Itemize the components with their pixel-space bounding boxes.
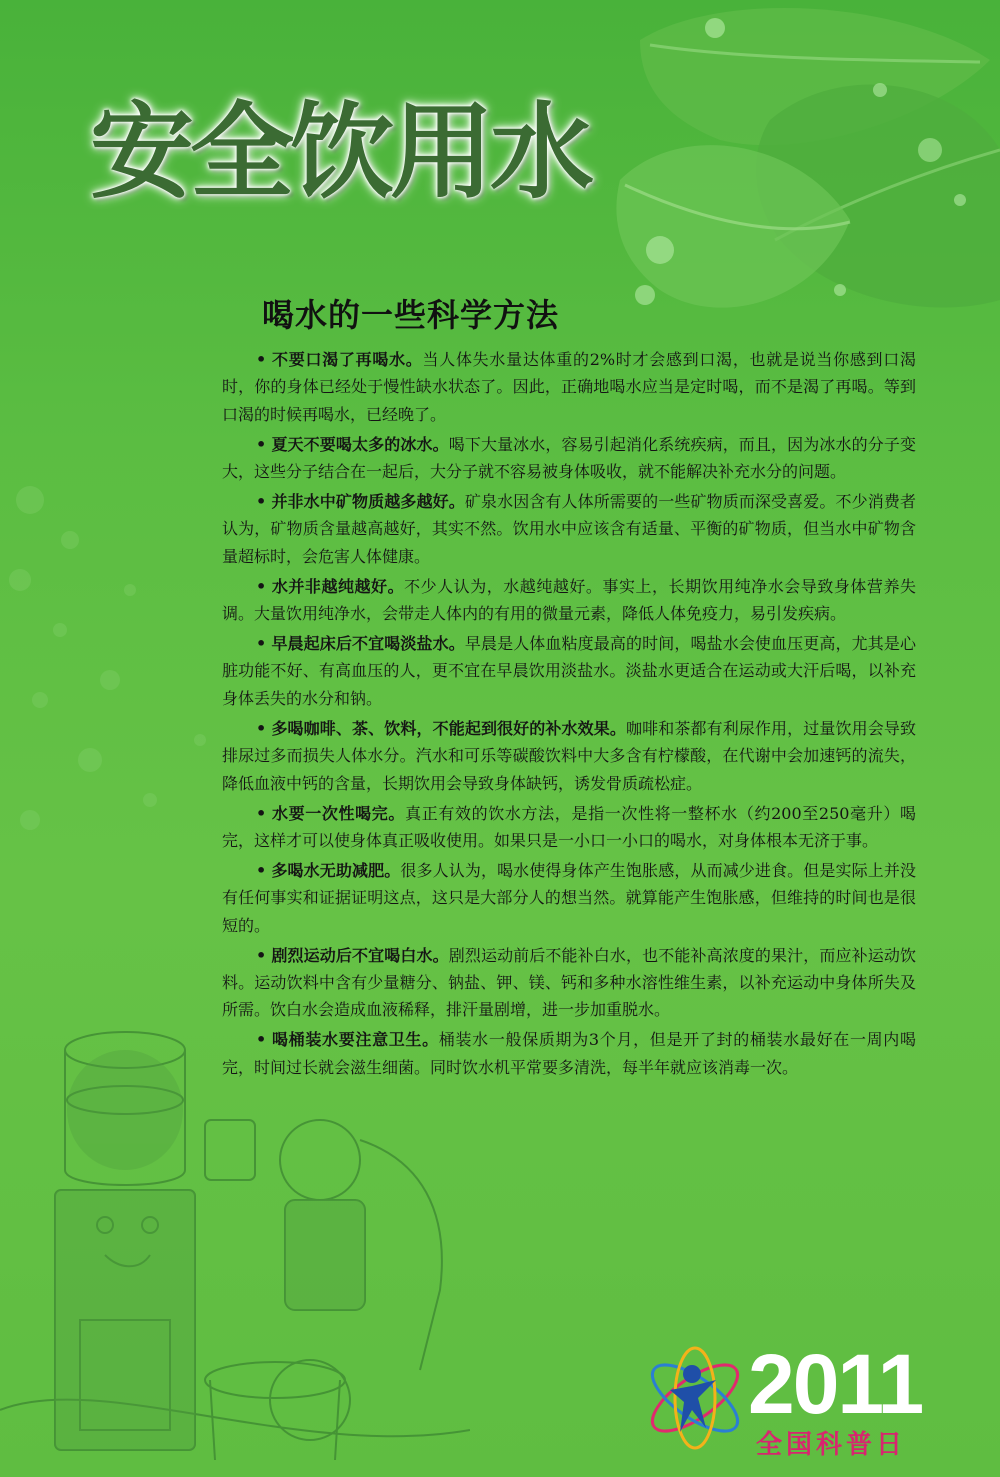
logo-year: 2011: [748, 1337, 923, 1431]
item-heading: 喝桶装水要注意卫生。: [272, 1030, 439, 1050]
article-body: [222, 346, 916, 1084]
item-heading: 水要一次性喝完。: [271, 803, 406, 823]
leaf-illustration: [600, 0, 1000, 360]
item-bullet: •: [256, 945, 267, 965]
item-heading: 水并非越纯越好。: [271, 576, 405, 596]
section-subtitle: 喝水的一些科学方法: [262, 296, 560, 334]
science-day-logo: [640, 1337, 930, 1460]
list-item: [222, 630, 916, 712]
item-text: 不少人认为，水越纯越好。事实上，长期饮用纯净水会导致身体营养失调。大量饮用纯净水，会带走人体内的有用的微量元素，降低人体免疫力，易引发疾病。: [222, 576, 916, 624]
item-bullet: •: [256, 718, 267, 738]
item-bullet: •: [256, 350, 267, 369]
list-item: [222, 1026, 916, 1081]
item-bullet: •: [256, 1030, 267, 1050]
item-heading: 剧烈运动后不宜喝白水。: [271, 945, 449, 965]
list-item: [222, 488, 916, 570]
atom-person-icon: [640, 1340, 750, 1455]
item-heading: 不要口渴了再喝水。: [272, 350, 423, 369]
item-bullet: •: [256, 576, 267, 596]
page-title: 安全饮用水: [90, 91, 591, 213]
item-text: 剧烈运动前后不能补白水，也不能补高浓度的果汁，而应补运动饮料。运动饮料中含有少量糖分、钠盐、钾、镁、钙和多种水溶性维生素，以补充运动中身体所失及所需。饮白水会造成血液稀释，排汗量剧增，进一步加重脱水。: [222, 945, 916, 1020]
item-text: 矿泉水因含有人体所需要的一些矿物质而深受喜爱。不少消费者认为，矿物质含量越高越好，其实不然。饮用水中应该含有适量、平衡的矿物质，但当水中矿物含量超标时，会危害人体健康。: [222, 492, 916, 566]
list-item: [222, 715, 916, 797]
list-item: [222, 346, 916, 428]
item-text: 真正有效的饮水方法，是指一次性将一整杯水（约200至250毫升）喝完，这样才可以使身体真正吸收使用。如果只是一小口一小口的喝水，对身体根本无济于事。: [222, 803, 916, 850]
item-bullet: •: [256, 492, 267, 512]
item-bullet: •: [256, 860, 267, 880]
item-bullet: •: [256, 434, 267, 454]
item-text: 早晨是人体血粘度最高的时间，喝盐水会使血压更高，尤其是心脏功能不好、有高血压的人，更不宜在早晨饮用淡盐水。淡盐水更适合在运动或大汗后喝，以补充身体丢失的水分和钠。: [222, 634, 916, 708]
item-text: 很多人认为，喝水使得身体产生饱胀感，从而减少进食。但是实际上并没有任何事实和证据证明这点，这只是大部分人的想当然。就算能产生饱胀感，但维持的时间也是很短的。: [222, 860, 916, 935]
item-heading: 多喝咖啡、茶、饮料，不能起到很好的补水效果。: [271, 718, 626, 738]
item-heading: 多喝水无助减肥。: [271, 860, 401, 880]
item-text: 咖啡和茶都有利尿作用，过量饮用会导致排尿过多而损失人体水分。汽水和可乐等碳酸饮料中大多含有柠檬酸，在代谢中会加速钙的流失，降低血液中钙的含量，长期饮用会导致身体缺钙，诱发骨质疏松症。: [222, 718, 916, 793]
item-text: 桶装水一般保质期为3个月，但是开了封的桶装水最好在一周内喝完，时间过长就会滋生细菌。同时饮水机平常要多清洗，每半年就应该消毒一次。: [222, 1030, 916, 1077]
item-heading: 并非水中矿物质越多越好。: [271, 492, 465, 512]
list-item: [222, 431, 916, 486]
item-bullet: •: [256, 803, 267, 823]
list-item: [222, 857, 916, 939]
list-item: [222, 942, 916, 1024]
item-text: 喝下大量冰水，容易引起消化系统疾病，而且，因为冰水的分子变大，这些分子结合在一起后，大分子就不容易被身体吸收，就不能解决补充水分的问题。: [222, 434, 916, 482]
item-heading: 早晨起床后不宜喝淡盐水。: [271, 634, 465, 654]
logo-caption: 全国科普日: [756, 1430, 907, 1460]
list-item: [222, 573, 916, 628]
item-text: 当人体失水量达体重的2%时才会感到口渴，也就是说当你感到口渴时，你的身体已经处于慢性缺水状态了。因此，正确地喝水应当是定时喝，而不是渴了再喝。等到口渴的时候再喝水，已经晚了。: [222, 350, 916, 424]
list-item: [222, 800, 916, 855]
item-bullet: •: [256, 634, 267, 654]
item-heading: 夏天不要喝太多的冰水。: [271, 434, 449, 454]
